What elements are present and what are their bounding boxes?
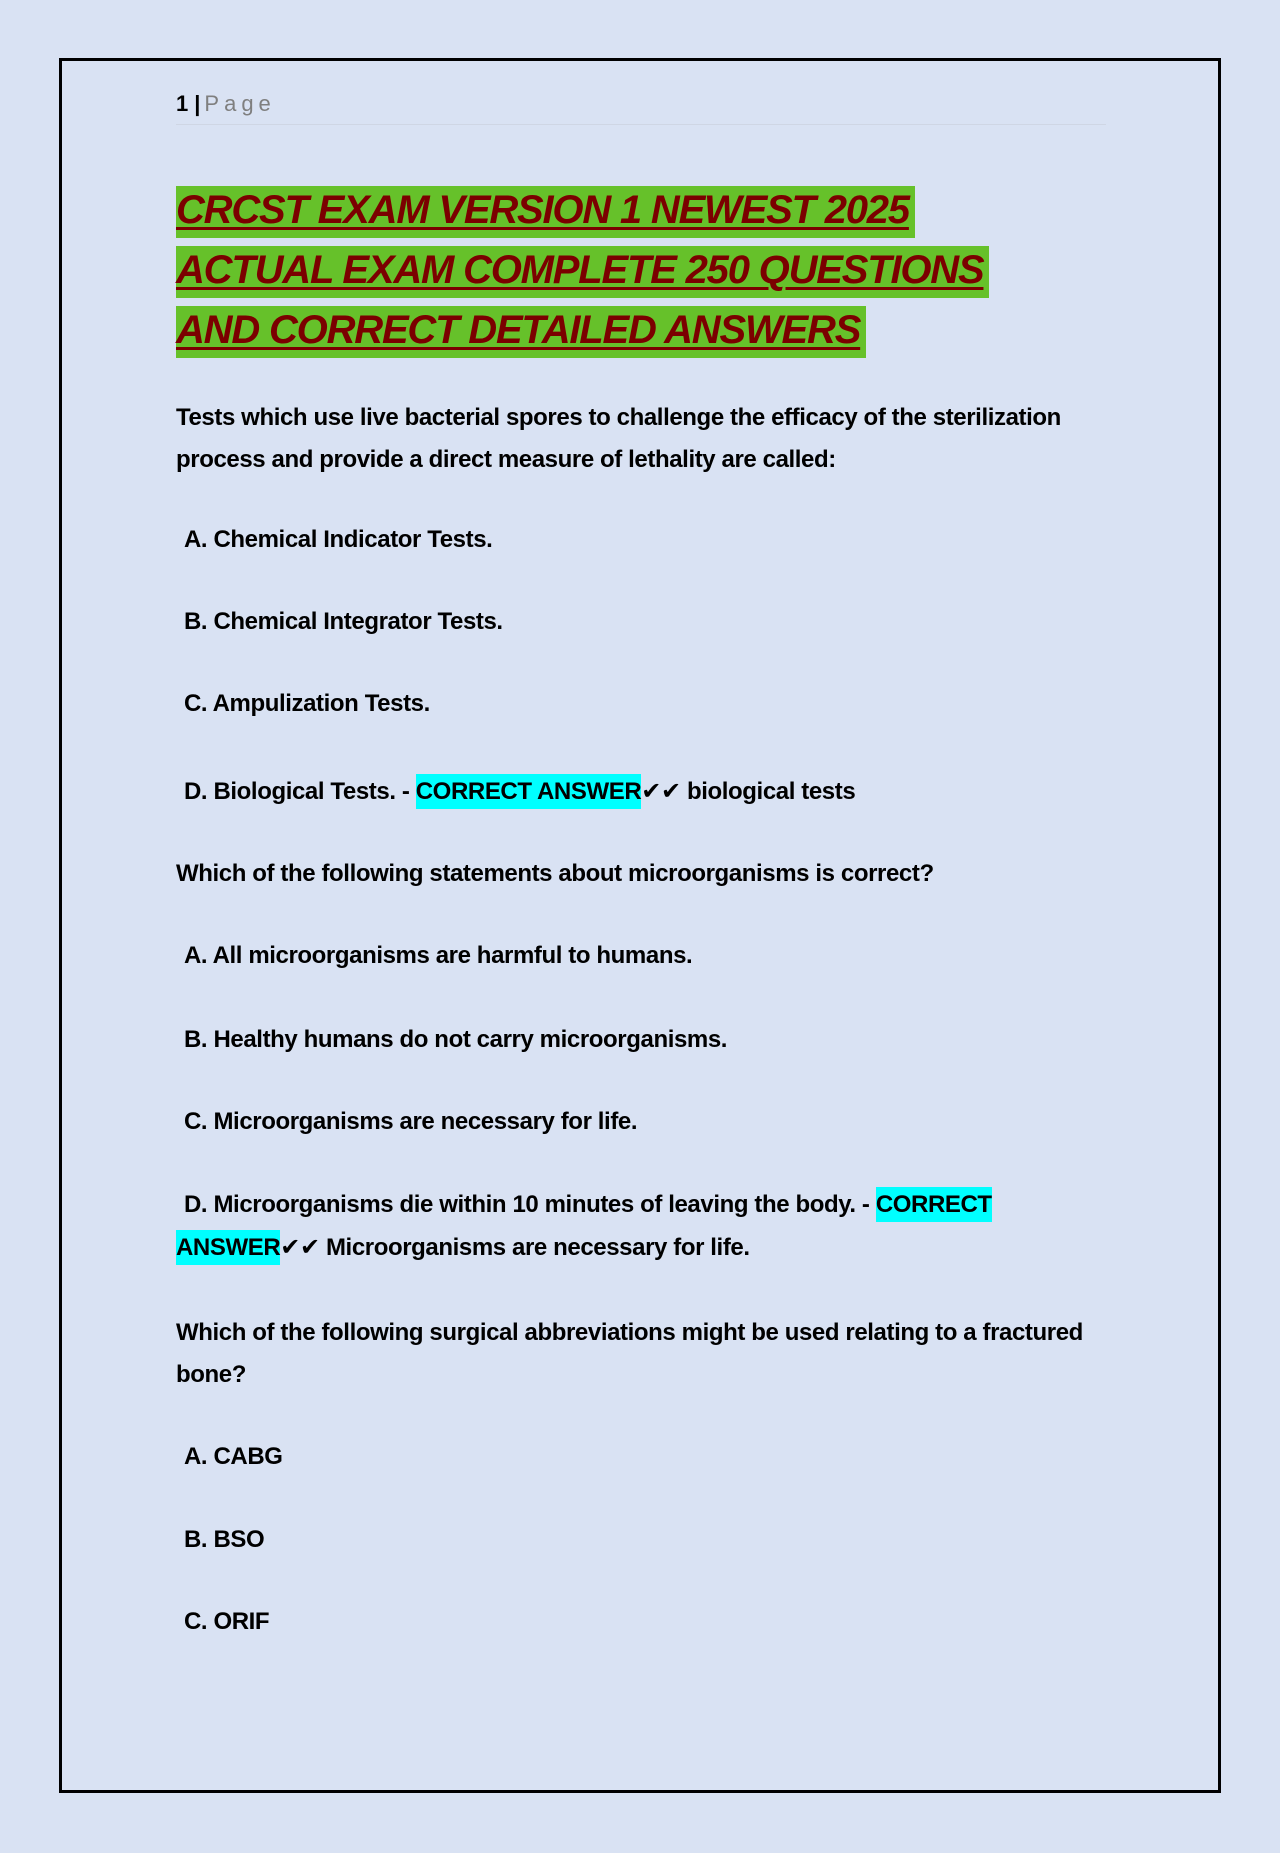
document-title bbox=[176, 180, 1106, 360]
question-2-stem: Which of the following statements about microorganisms is correct? bbox=[176, 860, 934, 887]
page-label: Page bbox=[204, 91, 276, 116]
page-separator: | bbox=[194, 91, 201, 116]
answer-explanation: Microorganisms are necessary for life. bbox=[325, 1234, 750, 1261]
question-1-option-c: C. Ampulization Tests. bbox=[184, 690, 430, 717]
question-2-option-c: C. Microorganisms are necessary for life. bbox=[184, 1108, 638, 1135]
answer-explanation: biological tests bbox=[686, 778, 856, 805]
question-3-option-a: A. CABG bbox=[184, 1443, 283, 1470]
correct-answer-highlight: CORRECT ANSWER bbox=[416, 774, 642, 809]
question-1-stem: Tests which use live bacterial spores to challenge the efficacy of the sterilization process and provide a direct measure of lethality are called: bbox=[176, 404, 1061, 473]
page-header bbox=[176, 90, 1106, 125]
question-2-option-d bbox=[176, 1184, 1096, 1269]
correct-answer-highlight-part1: CORRECT bbox=[876, 1187, 992, 1222]
question-1-option-a: A. Chemical Indicator Tests. bbox=[184, 526, 493, 553]
title-line-2: ACTUAL EXAM COMPLETE 250 QUESTIONS bbox=[176, 246, 989, 298]
double-check-icon: ✔✔ bbox=[641, 777, 681, 805]
question-2-option-b: B. Healthy humans do not carry microorganisms. bbox=[184, 1026, 728, 1053]
question-1-option-b: B. Chemical Integrator Tests. bbox=[184, 608, 503, 635]
question-3-option-c: C. ORIF bbox=[184, 1608, 270, 1635]
question-2-option-a: A. All microorganisms are harmful to humans. bbox=[184, 942, 693, 969]
title-line-1: CRCST EXAM VERSION 1 NEWEST 2025 bbox=[176, 186, 915, 238]
page-number: 1 bbox=[176, 91, 189, 116]
question-3-stem: Which of the following surgical abbreviations might be used relating to a fractured bone? bbox=[176, 1319, 1083, 1388]
question-1-option-d bbox=[176, 770, 1104, 813]
double-check-icon: ✔✔ bbox=[280, 1233, 320, 1261]
question-3-option-b: B. BSO bbox=[184, 1526, 265, 1553]
correct-answer-highlight-part2: ANSWER bbox=[176, 1230, 280, 1265]
option-d-text: D. Biological Tests. - bbox=[184, 778, 410, 805]
title-line-3: AND CORRECT DETAILED ANSWERS bbox=[176, 306, 866, 358]
option-d-text: D. Microorganisms die within 10 minutes of leaving the body. - bbox=[184, 1191, 870, 1218]
